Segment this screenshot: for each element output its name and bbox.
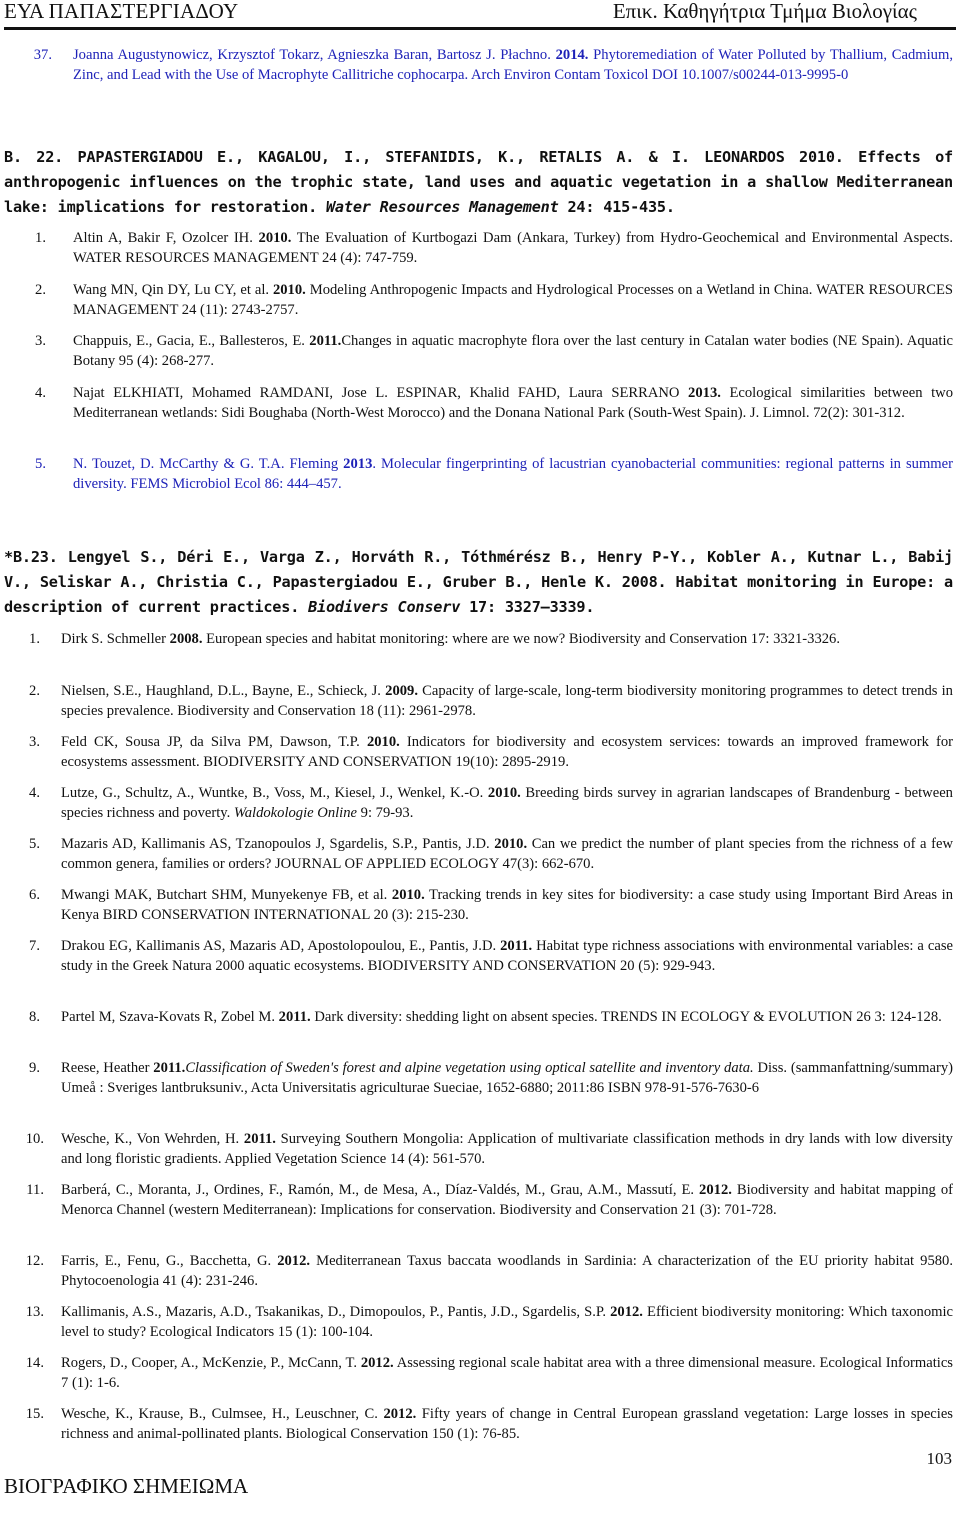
header-rule [4, 27, 956, 30]
top-reference-number: 37. [33, 47, 52, 63]
entry-22-heading: B. 22. PAPASTERGIADOU E., KAGALOU, I., STEFANIDIS, K., RETALIS A. & I. LEONARDOS 2010. Effects of anthropogenic influences on the trophic state, land uses and aquatic vegetation in a shallow Mediterranean lake: implications for restoration. Water Resources Management 24: 415-435. [4, 148, 953, 216]
page-header [0, 0, 960, 28]
footer-title: ΒΙΟΓΡΑΦΙΚΟ ΣΗΜΕΙΩΜΑ [4, 1474, 249, 1498]
page-number: 103 [926, 1449, 952, 1468]
header-author: ΕΥΑ ΠΑΠΑΣΤΕΡΓΙΑΔΟΥ [4, 0, 239, 23]
header-position: Επικ. Καθηγήτρια Τμήμα Βιολογίας [612, 0, 917, 23]
entry-23-heading: *B.23. Lengyel S., Déri E., Varga Z., Horváth R., Tóthmérész B., Henry P-Y., Kobler A., Kutnar L., Babij V., Seliskar A., Christia C., Papastergiadou E., Gruber B., Henle K. 2008. Habitat monitoring in Europe: a description of current practices. Biodivers Conserv 17: 3327–3339. [4, 548, 953, 616]
top-reference-text: Joanna Augustynowicz, Krzysztof Tokarz, Agnieszka Baran, Bartosz J. Płachno. 2014. Phytoremediation of Water Polluted by Thallium, Cadmium, Zinc, and Lead with the Use of Macrophyte Callitriche cophocarpa. Arch Environ Contam Toxicol DOI 10.1007/s00244-013-9995-0 [73, 47, 953, 83]
